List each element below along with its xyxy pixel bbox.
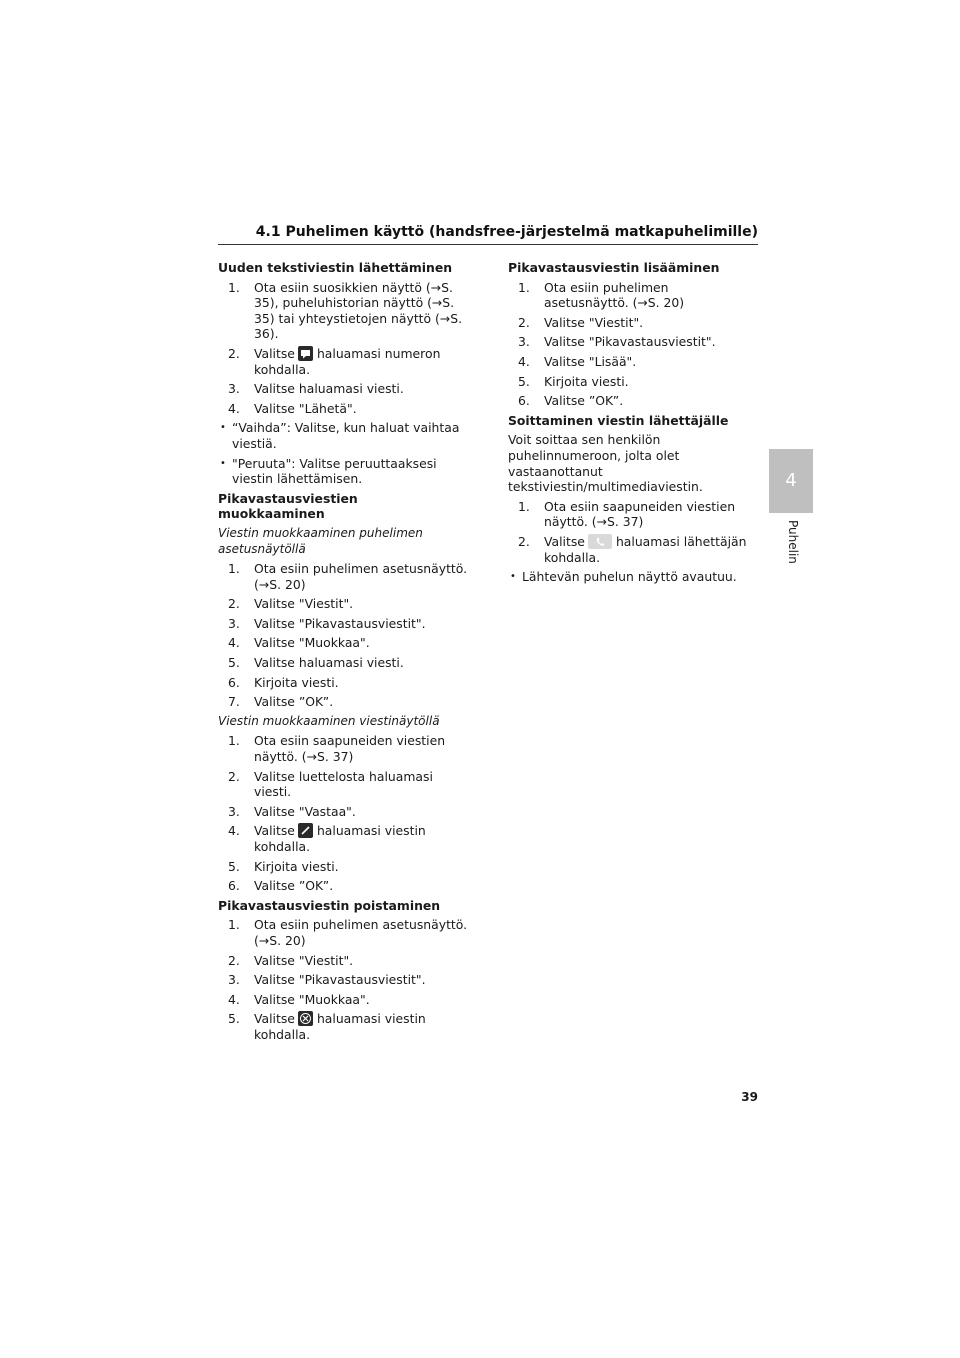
chapter-label: Puhelin xyxy=(786,520,800,564)
step-item xyxy=(228,878,468,894)
step-text: Valitse "Viestit". xyxy=(254,596,354,612)
step-item xyxy=(228,596,468,612)
step-item xyxy=(228,804,468,820)
right-column xyxy=(508,257,753,589)
step-number: 4. xyxy=(228,823,240,839)
subheading: Viestin muokkaaminen puhelimen asetusnäytöllä xyxy=(218,525,423,556)
pencil-icon xyxy=(298,823,313,838)
section-heading: Pikavastausviestin poistaminen xyxy=(218,897,441,913)
bullet-item: • “Vaihda”: Valitse, kun haluat vaihtaa viestiä. xyxy=(218,420,468,451)
step-item xyxy=(228,280,468,342)
step-text: Valitse "Vastaa". xyxy=(254,803,356,819)
step-text: Valitse "Lisää". xyxy=(544,353,637,369)
step-number: 3. xyxy=(228,381,240,397)
step-item xyxy=(518,334,753,350)
phone-icon xyxy=(588,534,612,549)
step-text: Valitse luettelosta haluamasi viesti. xyxy=(254,768,433,800)
step-text: Valitse haluamasi viesti. xyxy=(254,381,404,397)
step-number: 2. xyxy=(228,952,240,968)
step-text: Ota esiin saapuneiden viestien näyttö. (→S. 37) xyxy=(544,498,736,530)
step-text: Ota esiin puhelimen asetusnäyttö. (→S. 20) xyxy=(254,917,468,948)
step-number: 6. xyxy=(228,674,240,690)
page-number: 39 xyxy=(741,1090,758,1104)
section-heading: Soittaminen viestin lähettäjälle xyxy=(508,412,729,428)
step-text: Valitse ”OK”. xyxy=(254,878,334,894)
step-text: Ota esiin suosikkien näyttö (→S. 35), puheluhistorian näyttö (→S. 35) tai yhteystietojen näyttö (→S. 36). xyxy=(254,279,463,342)
paragraph: Voit soittaa sen henkilön puhelinnumeroon, jolta olet vastaanottanut tekstiviestin/multimediaviestin. xyxy=(508,432,703,495)
step-text: Valitse xyxy=(254,345,295,361)
bullet-list xyxy=(218,420,468,486)
step-text: Valitse "Viestit". xyxy=(544,314,644,330)
step-item xyxy=(228,992,468,1008)
step-item xyxy=(228,769,468,800)
step-text: Valitse "Muokkaa". xyxy=(254,991,370,1007)
step-number: 4. xyxy=(518,353,530,369)
section-heading: Uuden tekstiviestin lähettäminen xyxy=(218,260,453,275)
step-list xyxy=(508,280,753,409)
step-item xyxy=(228,823,468,854)
step-list xyxy=(218,280,468,417)
step-list xyxy=(508,499,753,565)
step-item xyxy=(518,393,753,409)
step-item xyxy=(518,280,753,311)
bullet-item: • "Peruuta": Valitse peruuttaaksesi viestin lähettämisen. xyxy=(218,456,468,487)
step-text: haluamasi viestin kohdalla. xyxy=(254,1011,426,1042)
bullet-list xyxy=(508,569,753,585)
step-text: Valitse "Pikavastausviestit". xyxy=(254,615,426,631)
subheading: Viestin muokkaaminen viestinäytöllä xyxy=(218,713,440,728)
step-text: Valitse "Lähetä". xyxy=(254,400,357,416)
step-number: 1. xyxy=(228,561,240,577)
step-text: Valitse "Viestit". xyxy=(254,952,354,968)
step-item xyxy=(228,694,468,710)
step-number: 7. xyxy=(228,694,240,710)
step-number: 2. xyxy=(518,533,530,549)
step-text: Valitse ”OK”. xyxy=(254,694,334,710)
message-icon xyxy=(298,346,313,361)
step-number: 5. xyxy=(228,858,240,874)
step-number: 2. xyxy=(228,596,240,612)
step-text: Kirjoita viesti. xyxy=(254,674,339,690)
step-number: 2. xyxy=(228,345,240,361)
step-item xyxy=(518,315,753,331)
section-heading: Pikavastausviestin lisääminen xyxy=(508,260,720,275)
step-number: 1. xyxy=(228,917,240,933)
chapter-tab: 4 xyxy=(769,449,813,513)
step-text: Ota esiin saapuneiden viestien näyttö. (→S. 37) xyxy=(254,733,446,765)
step-item xyxy=(228,1011,468,1042)
step-list xyxy=(218,561,468,710)
step-item xyxy=(228,381,468,397)
step-number: 5. xyxy=(228,655,240,671)
step-number: 1. xyxy=(228,279,240,295)
step-text: Valitse xyxy=(254,823,295,839)
step-text: Valitse "Muokkaa". xyxy=(254,635,370,651)
left-column xyxy=(218,257,468,1047)
step-text: haluamasi lähettäjän kohdalla. xyxy=(544,533,747,565)
step-item xyxy=(228,972,468,988)
section-header: 4.1 Puhelimen käyttö (handsfree-järjestelmä matkapuhelimille) xyxy=(255,224,758,240)
step-item xyxy=(228,917,468,948)
step-item xyxy=(228,635,468,651)
step-number: 5. xyxy=(518,373,530,389)
step-number: 1. xyxy=(228,733,240,749)
step-item xyxy=(228,953,468,969)
step-item xyxy=(518,499,753,530)
step-text: Kirjoita viesti. xyxy=(254,858,339,874)
section-heading: Pikavastausviestien muokkaaminen xyxy=(218,490,358,522)
step-item xyxy=(228,616,468,632)
step-number: 3. xyxy=(518,334,530,350)
step-text: haluamasi numeron kohdalla. xyxy=(254,345,441,377)
step-item xyxy=(228,561,468,592)
step-item xyxy=(518,354,753,370)
header-divider xyxy=(218,244,758,245)
step-list xyxy=(218,917,468,1042)
step-text: Valitse xyxy=(254,1011,295,1027)
step-text: Valitse haluamasi viesti. xyxy=(254,655,404,671)
step-number: 4. xyxy=(228,991,240,1007)
bullet-item: • Lähtevän puhelun näyttö avautuu. xyxy=(508,569,753,585)
step-number: 3. xyxy=(228,972,240,988)
step-item xyxy=(228,401,468,417)
step-text: Ota esiin puhelimen asetusnäyttö. (→S. 20) xyxy=(544,279,685,311)
step-number: 6. xyxy=(228,878,240,894)
step-item xyxy=(228,859,468,875)
step-number: 2. xyxy=(518,314,530,330)
step-number: 1. xyxy=(518,279,530,295)
step-number: 6. xyxy=(518,393,530,409)
step-list xyxy=(218,733,468,893)
delete-x-icon xyxy=(298,1011,313,1026)
step-number: 4. xyxy=(228,635,240,651)
step-text: Valitse "Pikavastausviestit". xyxy=(544,334,716,350)
step-item xyxy=(518,534,753,565)
step-text: Kirjoita viesti. xyxy=(544,373,629,389)
step-number: 3. xyxy=(228,803,240,819)
step-text: haluamasi viestin kohdalla. xyxy=(254,823,426,854)
step-text: Ota esiin puhelimen asetusnäyttö. (→S. 20) xyxy=(254,561,468,592)
step-number: 1. xyxy=(518,498,530,514)
step-item xyxy=(518,374,753,390)
step-item xyxy=(228,675,468,691)
step-number: 4. xyxy=(228,400,240,416)
step-text: Valitse xyxy=(544,533,585,549)
step-item xyxy=(228,655,468,671)
step-text: Valitse "Pikavastausviestit". xyxy=(254,972,426,988)
step-item xyxy=(228,733,468,764)
step-item xyxy=(228,346,468,377)
step-text: Valitse ”OK”. xyxy=(544,393,624,409)
step-number: 3. xyxy=(228,615,240,631)
step-number: 5. xyxy=(228,1011,240,1027)
step-number: 2. xyxy=(228,768,240,784)
